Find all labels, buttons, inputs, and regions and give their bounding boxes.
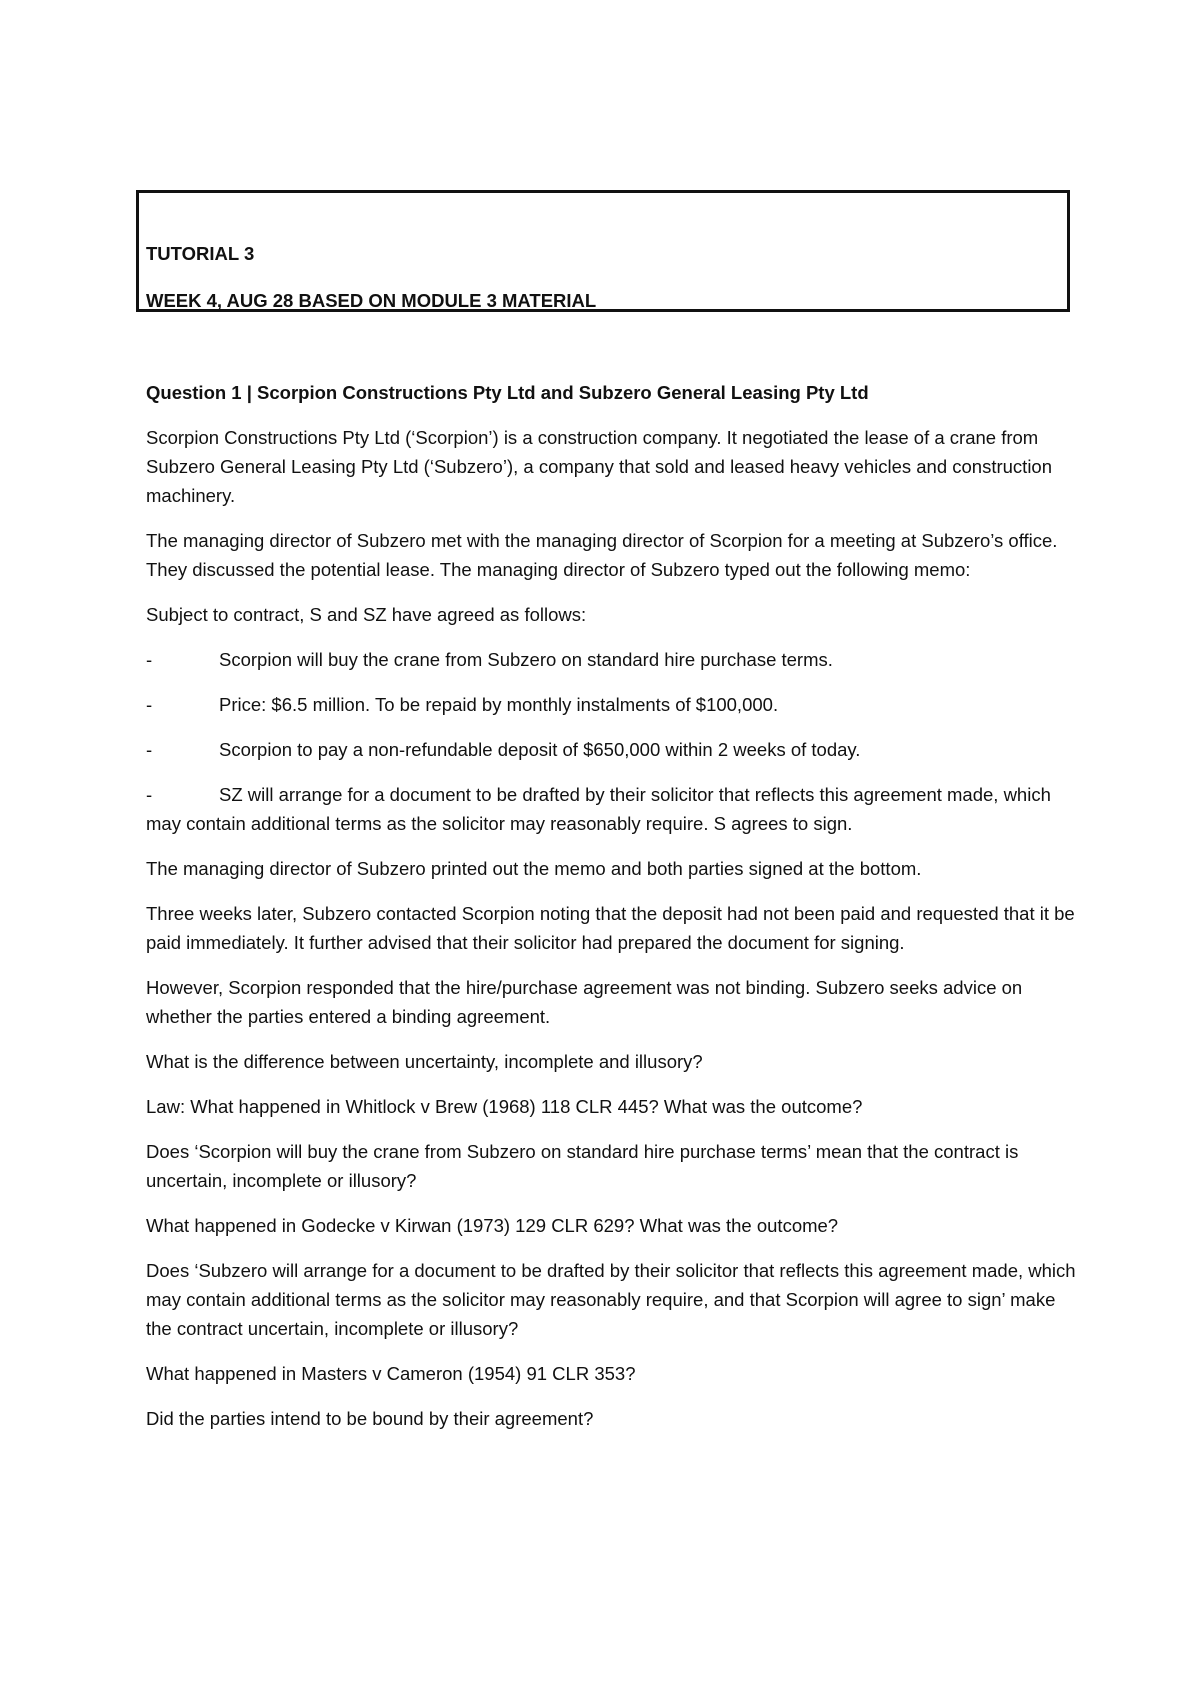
memo-bullet bbox=[146, 645, 1076, 674]
question-content bbox=[146, 378, 1076, 1449]
paragraph-intro: Scorpion Constructions Pty Ltd (‘Scorpion’) is a construction company. It negotiated the lease of a crane from Subzero General Leasing Pty Ltd (‘Subzero’), a company that sold and leased heavy vehicles and construction machinery. bbox=[146, 427, 1053, 506]
bullet-text: Scorpion to pay a non-refundable deposit of $650,000 within 2 weeks of today. bbox=[219, 739, 861, 760]
paragraph-response: However, Scorpion responded that the hire/purchase agreement was not binding. Subzero seeks advice on whether the parties entered a binding agreement. bbox=[146, 977, 1023, 1027]
bullet-text: Scorpion will buy the crane from Subzero on standard hire purchase terms. bbox=[219, 649, 833, 670]
memo-bullet bbox=[146, 690, 1076, 719]
prompt-masters: What happened in Masters v Cameron (1954) 91 CLR 353? bbox=[146, 1363, 636, 1384]
prompt-hire-purchase: Does ‘Scorpion will buy the crane from Subzero on standard hire purchase terms’ mean that the contract is uncertain, incomplete or illusory? bbox=[146, 1141, 1019, 1191]
paragraph-meeting: The managing director of Subzero met with the managing director of Scorpion for a meeting at Subzero’s office. They discussed the potential lease. The managing director of Subzero typed out the following memo: bbox=[146, 530, 1058, 580]
tutorial-title: TUTORIAL 3 bbox=[146, 243, 255, 264]
paragraph-signed: The managing director of Subzero printed out the memo and both parties signed at the bottom. bbox=[146, 858, 922, 879]
bullet-dash: - bbox=[146, 784, 153, 805]
bullet-dash: - bbox=[146, 694, 153, 715]
prompt-whitlock: Law: What happened in Whitlock v Brew (1968) 118 CLR 445? What was the outcome? bbox=[146, 1096, 863, 1117]
prompt-intention: Did the parties intend to be bound by their agreement? bbox=[146, 1408, 594, 1429]
bullet-text: Price: $6.5 million. To be repaid by monthly instalments of $100,000. bbox=[219, 694, 779, 715]
bullet-dash: - bbox=[146, 739, 153, 760]
paragraph-three-weeks: Three weeks later, Subzero contacted Scorpion noting that the deposit had not been paid and requested that it be paid immediately. It further advised that their solicitor had prepared the document for signing. bbox=[146, 903, 1075, 953]
bullet-text: SZ will arrange for a document to be drafted by their solicitor that reflects this agreement made, which may contain additional terms as the solicitor may reasonably require. S agrees to sign. bbox=[146, 784, 1051, 834]
bullet-dash: - bbox=[146, 649, 153, 670]
prompt-difference: What is the difference between uncertainty, incomplete and illusory? bbox=[146, 1051, 703, 1072]
memo-bullet bbox=[146, 780, 1076, 838]
prompt-solicitor-document: Does ‘Subzero will arrange for a document to be drafted by their solicitor that reflects this agreement made, which may contain additional terms as the solicitor may reasonably require, and that Scorpion will agree to sign’ make the contract uncertain, incomplete or illusory? bbox=[146, 1260, 1076, 1339]
question-title: Question 1 | Scorpion Constructions Pty Ltd and Subzero General Leasing Pty Ltd bbox=[146, 382, 869, 403]
paragraph-memo-lead: Subject to contract, S and SZ have agreed as follows: bbox=[146, 604, 587, 625]
memo-bullet bbox=[146, 735, 1076, 764]
week-subtitle: WEEK 4, AUG 28 BASED ON MODULE 3 MATERIAL bbox=[146, 290, 597, 311]
prompt-godecke: What happened in Godecke v Kirwan (1973) 129 CLR 629? What was the outcome? bbox=[146, 1215, 839, 1236]
